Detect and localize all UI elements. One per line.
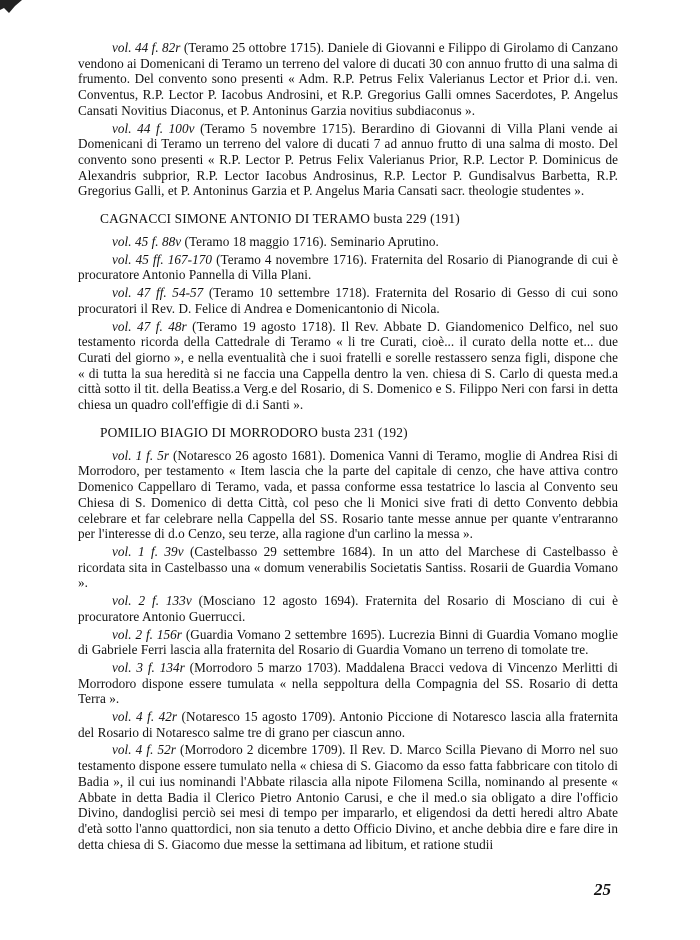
- entry-reference: vol. 2 f. 156r: [112, 626, 182, 642]
- entry: [78, 544, 618, 591]
- entry-reference: vol. 47 ff. 54-57: [112, 285, 204, 301]
- entry-reference: vol. 45 f. 88v: [112, 234, 182, 250]
- entry-text: (Teramo 10 settembre 1718). Fraternita del Rosario di Gesso di cui sono procuratori il Rev. D. Felice di Andrea e Domenicantonio di Nicola.: [78, 285, 618, 316]
- entry-reference: vol. 3 f. 134r: [112, 659, 185, 675]
- entry-text: (Notaresco 26 agosto 1681). Domenica Vanni di Teramo, moglie di Andrea Risi di Morrodoro, per testamento « Item lascia che la parte del capitale di cenzo, che have attiva contro Domenico Cappellaro di Teramo, vada, et passa conforme essa testatrice lo lascia al Convento seu Chiesa di S. Domenico di detta Città, col peso che li Monici sive frati di detto Convento debbia celebrare et far celebrare nella Cappella del SS. Rosario tante messe annue per quante v'entraranno per l'interesse di d.o Cenzo, seu terze, alla ragione d'un carlino la messa ».: [78, 447, 618, 542]
- entry: [78, 40, 618, 119]
- entry: [78, 742, 618, 852]
- entry-reference: vol. 2 f. 133v: [112, 593, 192, 609]
- entry: [78, 593, 618, 624]
- entry: [78, 252, 618, 283]
- entry-reference: vol. 1 f. 5r: [112, 447, 170, 463]
- entry-text: (Mosciano 12 agosto 1694). Fraternita del Rosario di Mosciano di cui è procuratore Antonio Guerrucci.: [78, 593, 618, 624]
- entry: [78, 121, 618, 200]
- entry-reference: vol. 44 f. 100v: [112, 120, 195, 136]
- entry: [78, 627, 618, 658]
- entry-text: (Teramo 18 maggio 1716). Seminario Aprutino.: [181, 234, 439, 250]
- entries-top: [78, 40, 618, 199]
- entry-text: (Morrodoro 2 dicembre 1709). Il Rev. D. Marco Scilla Pievano di Morro nel suo testamento dispone essere tumulato nella « chiesa di S. Giacomo da esso fatta fabbricare con titolo di Badia », il cui ius nominandi l'Abbate rilascia alla nipote Filomena Scilla, nominando al presente « Abbate in detta Badia il Clerico Pietro Antonio Carusi, e che il med.o sia obligato a dire l'officio Divino, dandoglisi perciò sei mesi di tempo per impararlo, et eligendosi da detti heredi altro Abate d'età sotto l'anno quattordici, non sia tenuto a detto Officio Divino, et anche debbia dire e fare dire in detta chiesa di S. Giacomo due messe la settimana ad libitum, et ratione studii: [78, 742, 618, 852]
- document-page: [78, 40, 618, 854]
- entry-reference: vol. 1 f. 39v: [112, 543, 184, 559]
- entry-reference: vol. 44 f. 82r: [112, 40, 181, 55]
- scan-corner-mark: [0, 0, 22, 14]
- entry-reference: vol. 45 ff. 167-170: [112, 251, 213, 267]
- section-heading-pomilio: POMILIO BIAGIO DI MORRODORO busta 231 (192): [100, 424, 408, 440]
- entry-text: (Guardia Vomano 2 settembre 1695). Lucrezia Binni di Guardia Vomano moglie di Gabriele Ferri lascia alla fraternita del Rosario di Guardia Vomano un terreno di tomolate tre.: [78, 626, 618, 658]
- entry-text: (Teramo 5 novembre 1715). Berardino di Giovanni di Villa Plani vende ai Domenicani di Teramo un terreno del valore di ducati 7 ad annuo frutto di una salma di mosto. Del convento sono presenti « R.P. Lector P. Petrus Felix Valerianus Prior, R.P. Lector P. Dominicus de Alexandris subprior, R.P. Lector Iacobus Androsinus, R.P. Lector P. Gundisalvus Barbetta, R.P. Gregorius Galli, et P. Antoninus Garzia et P. Angelus Maria Cansati sacr. theologie studentes ».: [78, 120, 618, 199]
- section-pomilio: [78, 448, 618, 853]
- entry: [78, 319, 618, 413]
- page-number: 25: [594, 880, 611, 899]
- entry-reference: vol. 4 f. 42r: [112, 709, 178, 725]
- entry-text: (Morrodoro 5 marzo 1703). Maddalena Bracci vedova di Vincenzo Merlitti di Morrodoro dispone essere tumulata « nella seppoltura della Compagnia del SS. Rosario di detta Terra ».: [78, 659, 618, 707]
- entry-reference: vol. 4 f. 52r: [112, 742, 176, 758]
- entry-reference: vol. 47 f. 48r: [112, 318, 187, 334]
- entry: [78, 448, 618, 542]
- section-cagnacci: [78, 234, 618, 413]
- entry: [78, 660, 618, 707]
- entry-text: (Teramo 4 novembre 1716). Fraternita del Rosario di Pianogrande di cui è procuratore Antonio Pannella di Villa Plani.: [78, 251, 619, 283]
- entry: [78, 285, 618, 316]
- entry-text: (Castelbasso 29 settembre 1684). In un atto del Marchese di Castelbasso è ricordata sita in Castelbasso una « domum venerabilis Societatis Santiss. Rosarii de Guardia Vomano ».: [78, 543, 618, 591]
- entry: [78, 709, 618, 740]
- entry: [78, 234, 618, 250]
- section-heading-cagnacci: CAGNACCI SIMONE ANTONIO DI TERAMO busta 229 (191): [100, 211, 460, 227]
- entry-text: (Teramo 25 ottobre 1715). Daniele di Giovanni e Filippo di Girolamo di Canzano vendono ai Domenicani di Teramo un terreno del valore di ducati 30 con annuo frutto di una salma di frumento. Del convento sono presenti « Adm. R.P. Petrus Felix Valerianus Lector et Prior d.i. ven. Conventus, R.P. Lector P. Iacobus Androsini, et R.P. Gregorius Galli omnes Sacerdotes, P. Angelus Cansati Novitius Diaconus, et P. Antoninus Garzia novitius subdiaconus ».: [78, 40, 618, 118]
- entry-text: (Notaresco 15 agosto 1709). Antonio Piccione di Notaresco lascia alla fraternita del Rosario di Notaresco salme tre di grano per ciascun anno.: [78, 709, 618, 740]
- entry-text: (Teramo 19 agosto 1718). Il Rev. Abbate D. Giandomenico Delfico, nel suo testamento ricorda della Cattedrale di Teramo « li tre Curati, cioè... il curato della notte et... due Curati del giorno », e nella eventualità che i suoi fratelli e sorelle restassero senza figli, dispone che « di tutta la sua heredità si ne faccia una Cappella dentro la ven. chiesa di S. Carlo di questa med.a città sotto il tit. della Beatiss.a Verg.e del Rosario, di S. Domenico e S. Filippo Neri con farsi in detta chiesa un quadro coll'effigie di d.i Santi ».: [78, 318, 619, 413]
